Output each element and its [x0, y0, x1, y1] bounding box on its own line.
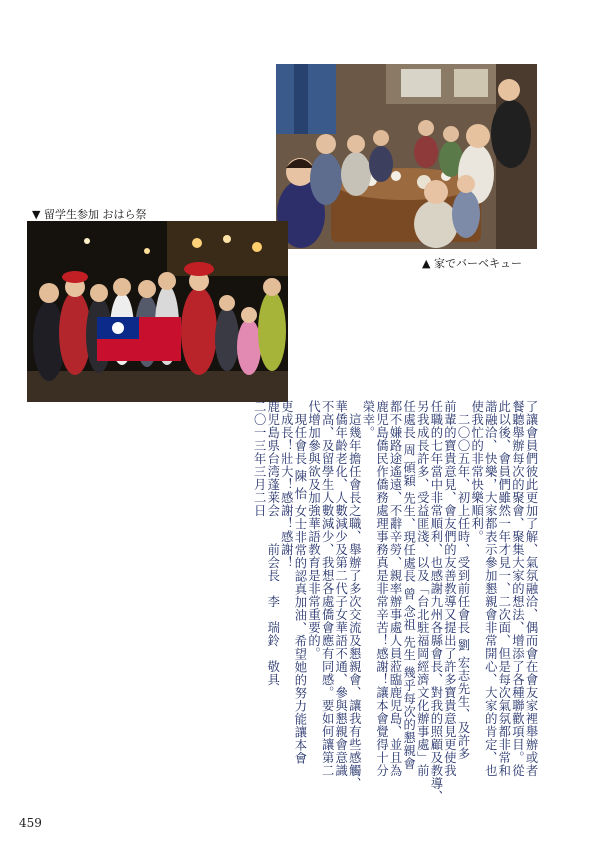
text-column: 現任會長 陳 怡 女士非常的認真加油、希望她的努力能讓本會 [292, 400, 307, 765]
text-column: 了讓會員們彼此更加了解、氣氛融洽、偶而會在會友家裡舉辦或者 [524, 400, 538, 777]
bbq-photo-illustration [276, 64, 537, 249]
text-column: 鹿児島僑民作僑務處理事務真是非常辛苦！感謝！讓本會覺得十分 [374, 400, 389, 777]
text-column: 諧融洽、快樂，大家都表示參加懇親會非常開心、大家的肯定、也 [483, 400, 498, 777]
text-column: 都不嫌路途遙遠、不辭辛勞、親率辦事處人員蒞臨鹿児島、並且為 [388, 400, 403, 777]
text-column: 這幾年擔任會長之職、舉辦了多次交流及懇親會、讓我有些感觸、 [347, 400, 362, 790]
festival-photo [27, 221, 288, 402]
bbq-photo [276, 64, 537, 249]
text-column: 二〇〇五年、初上任時、受到前任會長 劉 宏志先生、及許多 [456, 400, 471, 761]
text-column: 餐聽舉辦每次的聚會、聚集大家的想法、增添了各種聯歡項目。從 [510, 400, 525, 777]
text-column: 任處長 周 碩穎 先生、現任處長 曾 念祖 先生 幾乎每次的懇親會 [401, 400, 416, 771]
text-column: 此以後、會員們雖然一年才見一、二次面、但是每次氣氛都非常和 [496, 400, 511, 777]
signature-column: 鹿児島県台湾蓬莱会 前会長 李 瑞鈴 敬具 [265, 400, 280, 686]
festival-caption: ▼ 留学生参加 おはら祭 [32, 208, 147, 221]
text-column: 不高、及留學生人數減少、我想各處僑會應有同感。要如何讓第二 [320, 400, 335, 777]
text-column: 華僑年齡老化、人數減少及第二代子女華語不通、參與懇親會意識 [333, 400, 348, 777]
text-column: 前輩的寶貴意見、會友們的友善教導又提出了許多寶貴意見更使我 [442, 400, 457, 777]
taiwan-flag-graphic [97, 317, 181, 361]
festival-photo-illustration [27, 221, 288, 402]
text-column: 使我忙的非常快樂順利。 [469, 400, 484, 543]
body-text [252, 400, 537, 820]
text-column: 另我成長許多、受益匪淺、以及「台北駐福岡經濟文化辦事處」前 [415, 400, 430, 777]
date-column: 二〇一三年三月二日 [252, 400, 267, 517]
text-column: 更成長！壯大！感謝！感謝！ [279, 400, 294, 569]
page-number: 459 [19, 816, 42, 830]
text-column: 榮幸。 [360, 400, 375, 439]
text-column: 代增加參與欲及加強華語教育是非常重要的。 [306, 400, 321, 660]
bbq-caption: ▲ 家でバーベキュー [422, 257, 522, 270]
text-column: 任職的七年當中非常順利、也感謝九州各縣會長、對我的照顧及教導、 [428, 400, 443, 803]
